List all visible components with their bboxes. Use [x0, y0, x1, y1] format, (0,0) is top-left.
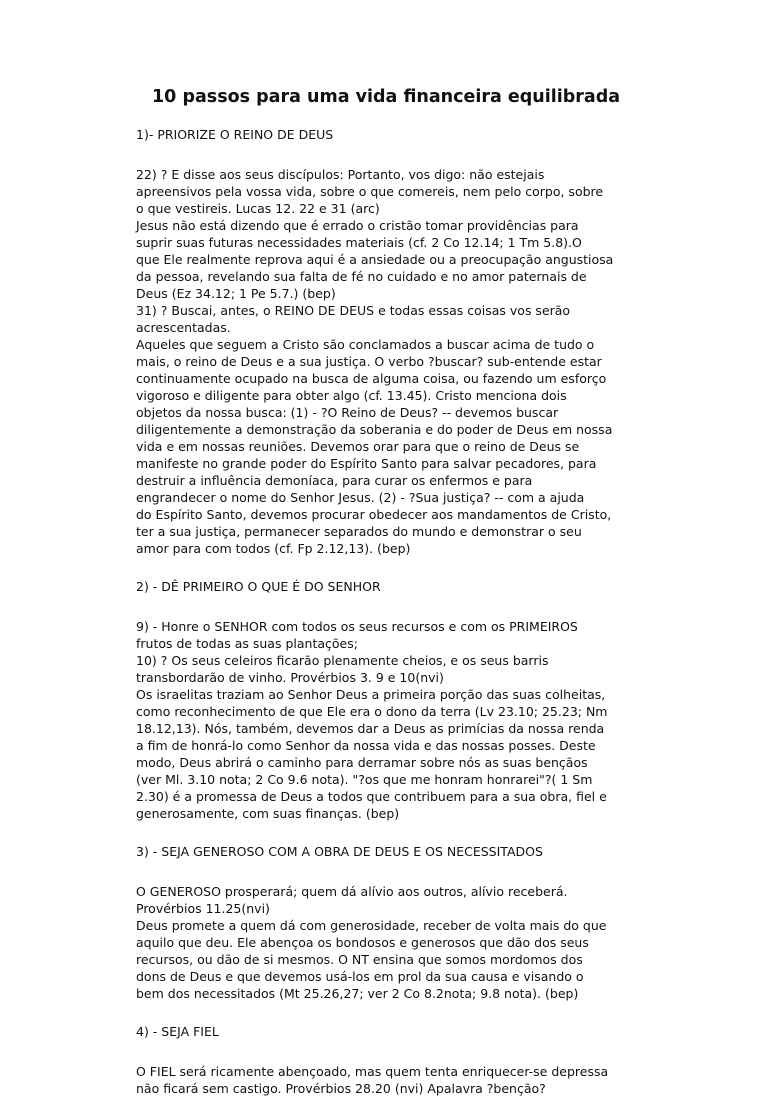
text-line: frutos de todas as suas plantações; [136, 636, 358, 651]
text-line: Aqueles que seguem a Cristo são conclamados a buscar acima de tudo o [136, 337, 595, 352]
text-line: a fim de honrá-lo como Senhor da nossa vida e das nossas posses. Deste [136, 738, 596, 753]
text-line: destruir a influência demoníaca, para curar os enfermos e para [136, 473, 533, 488]
text-line: mais, o reino de Deus e a sua justiça. O verbo ?buscar? sub-entende estar [136, 354, 602, 369]
text-line: o que vestireis. Lucas 12. 22 e 31 (arc) [136, 201, 380, 216]
section-paragraph [136, 1063, 658, 1097]
text-line: apreensivos pela vossa vida, sobre o que comereis, nem pelo corpo, sobre [136, 184, 604, 199]
text-line: aquilo que deu. Ele abençoa os bondosos e generosos que dão dos seus [136, 935, 589, 950]
text-line: 9) - Honre o SENHOR com todos os seus recursos e com os PRIMEIROS [136, 619, 578, 634]
text-line: O FIEL será ricamente abençoado, mas quem tenta enriquecer-se depressa [136, 1064, 609, 1079]
text-line: Deus (Ez 34.12; 1 Pe 5.7.) (bep) [136, 286, 336, 301]
text-line: recursos, ou dão de si mesmos. O NT ensina que somos mordomos dos [136, 952, 583, 967]
section-paragraph [136, 166, 658, 557]
text-line: transbordarão de vinho. Provérbios 3. 9 e 10(nvi) [136, 670, 444, 685]
text-line: O GENEROSO prosperará; quem dá alívio aos outros, alívio receberá. [136, 884, 568, 899]
text-line: 31) ? Buscai, antes, o REINO DE DEUS e todas essas coisas vos serão [136, 303, 571, 318]
section-heading: 4) - SEJA FIEL [136, 1024, 219, 1039]
text-line: 2.30) é a promessa de Deus a todos que contribuem para a sua obra, fiel e [136, 789, 607, 804]
document-body [136, 126, 658, 1097]
section-heading: 2) - DÊ PRIMEIRO O QUE É DO SENHOR [136, 579, 381, 594]
text-line: generosamente, com suas finanças. (bep) [136, 806, 400, 821]
text-line: vida e em nossas reuniões. Devemos orar para que o reino de Deus se [136, 439, 580, 454]
text-line: 10) ? Os seus celeiros ficarão plenamente cheios, e os seus barris [136, 653, 549, 668]
text-line: (ver Ml. 3.10 nota; 2 Co 9.6 nota). "?os que me honram honrarei"?( 1 Sm [136, 772, 593, 787]
text-line: do Espírito Santo, devemos procurar obedecer aos mandamentos de Cristo, [136, 507, 612, 522]
text-line: objetos da nossa busca: (1) - ?O Reino de Deus? -- devemos buscar [136, 405, 559, 420]
section-heading: 1)- PRIORIZE O REINO DE DEUS [136, 127, 334, 142]
text-line: 18.12,13). Nós, também, devemos dar a Deus as primícias da nossa renda [136, 721, 605, 736]
text-line: não ficará sem castigo. Provérbios 28.20 (nvi) Apalavra ?benção? [136, 1081, 546, 1096]
text-line: suprir suas futuras necessidades materiais (cf. 2 Co 12.14; 1 Tm 5.8).O [136, 235, 582, 250]
document-title: 10 passos para uma vida financeira equilibrada [152, 87, 621, 107]
section-heading: 3) - SEJA GENEROSO COM A OBRA DE DEUS E OS NECESSITADOS [136, 844, 543, 859]
text-line: acrescentadas. [136, 320, 231, 335]
section-paragraph [136, 883, 658, 1002]
text-line: Os israelitas traziam ao Senhor Deus a primeira porção das suas colheitas, [136, 687, 606, 702]
text-line: manifeste no grande poder do Espírito Santo para salvar pecadores, para [136, 456, 597, 471]
text-line: vigoroso e diligente para obter algo (cf. 13.45). Cristo menciona dois [136, 388, 567, 403]
text-line: Jesus não está dizendo que é errado o cristão tomar providências para [136, 218, 579, 233]
text-line: como reconhecimento de que Ele era o dono da terra (Lv 23.10; 25.23; Nm [136, 704, 608, 719]
text-line: continuamente ocupado na busca de alguma coisa, ou fazendo um esforço [136, 371, 607, 386]
text-line: 22) ? E disse aos seus discípulos: Portanto, vos digo: não estejais [136, 167, 545, 182]
text-line: da pessoa, revelando sua falta de fé no cuidado e no amor paternais de [136, 269, 587, 284]
text-line: Deus promete a quem dá com generosidade, receber de volta mais do que [136, 918, 607, 933]
text-line: ter a sua justiça, permanecer separados do mundo e demonstrar o seu [136, 524, 582, 539]
text-line: Provérbios 11.25(nvi) [136, 901, 270, 916]
text-line: engrandecer o nome do Senhor Jesus. (2) - ?Sua justiça? -- com a ajuda [136, 490, 585, 505]
text-line: modo, Deus abrirá o caminho para derramar sobre nós as suas bençãos [136, 755, 588, 770]
section-paragraph [136, 618, 658, 822]
text-line: diligentemente a demonstração da soberania e do poder de Deus em nossa [136, 422, 613, 437]
text-line: dons de Deus e que devemos usá-los em prol da sua causa e visando o [136, 969, 584, 984]
text-line: amor para com todos (cf. Fp 2.12,13). (bep) [136, 541, 411, 556]
text-line: que Ele realmente reprova aqui é a ansiedade ou a preocupação angustiosa [136, 252, 614, 267]
text-line: bem dos necessitados (Mt 25.26,27; ver 2 Co 8.2nota; 9.8 nota). (bep) [136, 986, 579, 1001]
